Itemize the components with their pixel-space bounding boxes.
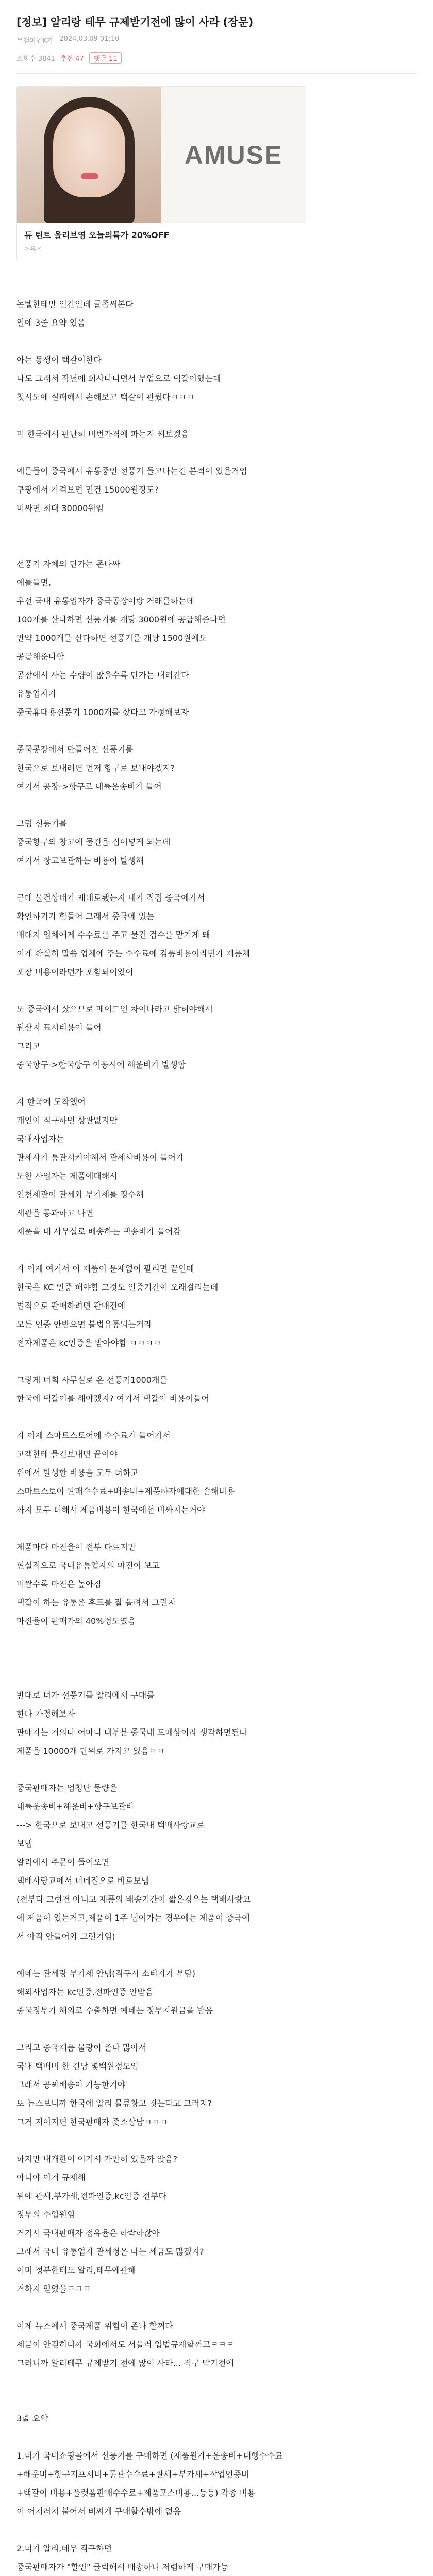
body-line: 고객한테 물건보내면 끝이야 xyxy=(16,1449,118,1459)
body-line: 위에 관세,부가세,전파인증,kc인증 전부다 xyxy=(16,2191,166,2201)
body-line: 예네는 관세랑 부가세 안냄(직구시 소비자가 부담) xyxy=(16,1968,196,1978)
body-line: 에 제품이 있는거고,제품이 1주 넘어가는 경우에는 제품이 중국에 xyxy=(16,1912,250,1923)
body-line: 거기서 국내판매자 점유율은 하락하잖아 xyxy=(16,2228,160,2238)
ad-logo-area xyxy=(161,87,306,223)
body-line xyxy=(16,1946,417,1964)
body-line: 2.너가 알리,테무 직구하면 xyxy=(16,2543,112,2553)
ad-sponsor: 어뮤즈 xyxy=(24,245,42,253)
body-line: 택갈이 하는 유통은 후트를 잘 돌려서 그런지 xyxy=(16,1597,176,1607)
body-line xyxy=(16,870,417,889)
body-line: 여기서 창고보관하는 비용이 발생해 xyxy=(16,855,144,866)
body-line xyxy=(16,2298,417,2317)
body-line: 포장 비용이라던가 포함되어있어 xyxy=(16,967,134,977)
post-date: 2024.03.09 01:10 xyxy=(59,35,120,43)
body-line xyxy=(16,1631,417,1649)
body-line xyxy=(16,332,417,351)
body-line: +해운비+항구지프서비+통관수수료+관세+부가세+작업인증비 xyxy=(16,2469,249,2479)
body-line xyxy=(16,722,417,740)
body-line: 또 중국에서 샀으므로 메이드인 차이나라고 밝혀야해서 xyxy=(16,1004,213,1014)
body-line: 한국으로 보내려면 먼저 항구로 보내야겠지? xyxy=(16,762,175,773)
ad-model-photo xyxy=(17,87,161,223)
body-line: 그래서 공짜배송이 가능한거야 xyxy=(16,2079,126,2090)
body-line: 제품을 내 사무실로 배송하는 택송비가 들어감 xyxy=(16,1226,181,1236)
body-line: 국내 택배비 한 건당 몇백원정도임 xyxy=(16,2061,139,2071)
body-line: 쿠팡에서 가격보면 먼건 15000원정도? xyxy=(16,484,159,495)
body-line: 여기서 공장->항구로 내륙운송비가 들어 xyxy=(16,781,162,791)
ad-title: 듀 틴트 올리브영 오늘의특가 20%OFF xyxy=(24,230,170,241)
author-name[interactable]: 무챔피언K가 xyxy=(16,37,54,45)
post-body xyxy=(0,277,433,2576)
body-line: 위에서 발생한 비용을 모두 더하고 xyxy=(16,1467,139,1478)
body-line: 서 아직 안들어와 그런거임) xyxy=(16,1931,115,1941)
body-line: 예를들면, xyxy=(16,577,51,587)
post-meta xyxy=(16,35,417,45)
like-count: 추천 47 xyxy=(60,55,84,63)
header-divider xyxy=(16,73,417,74)
body-line: 인천세관이 관세와 부가세를 징수해 xyxy=(16,1189,144,1199)
body-line: 공장에서 사는 수량이 많을수록 단가는 내려간다 xyxy=(16,670,189,680)
body-line: 논텔한테만 인간인데 글좀써본다 xyxy=(16,299,134,309)
ad-text xyxy=(17,223,306,260)
body-line: 이제 뉴스에서 중국제품 위험이 존나 할꺼다 xyxy=(16,2320,173,2331)
body-line xyxy=(16,1074,417,1093)
body-line xyxy=(16,1408,417,1427)
body-line: 그리고 중국제품 물량이 존나 많아서 xyxy=(16,2042,147,2053)
comment-count-badge[interactable]: 댓글 11 xyxy=(89,52,122,64)
body-line: 미 한국에서 판난히 비번가격에 파는지 써보겠음 xyxy=(16,429,189,439)
body-line: 근데 물건상태가 제대로됐는지 내가 직접 중국에가서 xyxy=(16,892,205,903)
body-line: 이미 정부한테도 알리,테무에관해 xyxy=(16,2265,136,2275)
body-line: 중국판매자는 엄청난 물량을 xyxy=(16,1783,118,1793)
body-line: 확인하기가 힘들어 그래서 중국에 있는 xyxy=(16,911,155,921)
body-line xyxy=(16,406,417,425)
ad-brand-logo: AMUSE xyxy=(184,140,283,170)
body-line: 우선 국내 유통업자가 중국공장이랑 거래를하는데 xyxy=(16,596,194,606)
body-line xyxy=(16,2020,417,2039)
post-stats xyxy=(16,52,417,64)
body-line xyxy=(16,1352,417,1371)
body-line: 그러니까 알리테무 규제받기 전에 많이 사라... 직구 막기전에 xyxy=(16,2358,234,2368)
body-line: 중국휴대용선풍기 1000개를 샀다고 가정해보자 xyxy=(16,707,189,717)
body-line xyxy=(16,444,417,462)
body-line: 유통업자가 xyxy=(16,688,57,699)
body-line: 그렇게 너희 사무실로 온 선풍기1000개를 xyxy=(16,1375,168,1385)
body-line: 배대지 업체에게 수수료를 주고 물건 검수를 맡기게 돼 xyxy=(16,929,210,940)
body-line: 세관을 통과하고 나면 xyxy=(16,1208,94,1218)
body-line: 3줄 요약 xyxy=(16,2413,48,2424)
view-count: 조회수 3841 xyxy=(16,55,55,63)
body-line: 또 뉴스보니까 한국에 알리 물류창고 짓는다고 그러지? xyxy=(16,2098,212,2108)
body-line: 반대로 너가 선풍기를 알리에서 구매를 xyxy=(16,1690,155,1700)
body-line: 마진율이 판매가의 40%정도였음 xyxy=(16,1616,136,1626)
body-line: 나도 그래서 작년에 회사다니면서 부업으로 택갈이했는데 xyxy=(16,373,221,383)
body-line: 까지 모두 더해서 제품비용이 한국에선 비싸지는거야 xyxy=(16,1504,205,1515)
body-line: 판매자는 거의다 어마니 대부분 중국내 도매상이라 생각하면된다 xyxy=(16,1727,247,1737)
body-line: 1.너가 국내쇼핑몰에서 선풍기를 구매하면 (제품원가+운송비+대행수수료 xyxy=(16,2450,283,2461)
body-line xyxy=(16,796,417,815)
body-line: 아는 동생이 택갈이한다 xyxy=(16,354,102,365)
body-line: 첫시도에 실패해서 손해보고 택갈이 관뒀다ㅋㅋㅋ xyxy=(16,392,194,402)
body-line: 예를들어 중국에서 유통중인 선풍기 들고나는건 본적이 있을거임 xyxy=(16,466,247,476)
body-line: 자 이제 여기서 이 제품이 문제없이 팔리면 끝인데 xyxy=(16,1263,194,1274)
body-line xyxy=(16,2391,417,2410)
body-line xyxy=(16,277,417,295)
body-line: 한국에 택갈이를 해야겠지? 여기서 택갈이 비용이들어 xyxy=(16,1393,209,1403)
body-line: 이게 확실히 말씀 업체에 주는 수수료에 검품비용이라던가 제품체 xyxy=(16,948,250,958)
body-line: 원산지 표시비용이 들어 xyxy=(16,1022,102,1032)
body-line xyxy=(16,1519,417,1538)
body-line: 자 이제 스마트스토어에 수수료가 들어가서 xyxy=(16,1430,171,1440)
body-line: 중국판매자가 "할인" 클릭해서 배송하니 저렴하게 구매가능 xyxy=(16,2562,229,2572)
post-header xyxy=(0,0,433,73)
body-line xyxy=(16,1668,417,1686)
body-line xyxy=(16,518,417,536)
body-line: 이 어지러지 붙어서 비싸게 구매할수밖에 없음 xyxy=(16,2506,181,2516)
body-line: 알리에서 주문이 들어오면 xyxy=(16,1857,110,1867)
body-line: (전부다 그런건 아니고 제품의 배송기간이 짧은경우는 택배사랑교 xyxy=(16,1894,251,1904)
body-line: 그리고 xyxy=(16,1041,41,1051)
body-line: 비싸면 최대 30000원임 xyxy=(16,503,104,513)
body-line: 제품마다 마진율이 전부 다르지만 xyxy=(16,1541,136,1552)
body-line: ---> 한국으로 보내고 선풍기를 한국내 택배사랑교로 xyxy=(16,1820,205,1830)
body-line: 거하지 얻었을ㅋㅋㅋ xyxy=(16,2283,91,2294)
body-line: 자 한국에 도착했어 xyxy=(16,1096,86,1107)
body-line: 해외사업자는 kc인증,전파인증 안받음 xyxy=(16,1987,154,1997)
body-line: 그거 지어지면 한국판매자 좆소상남ㅋㅋㅋ xyxy=(16,2116,168,2127)
body-line: 또한 사업자는 제품에대해서 xyxy=(16,1171,118,1181)
body-line xyxy=(16,981,417,1000)
body-line xyxy=(16,1241,417,1260)
body-line: 개인이 직구하면 상관없지만 xyxy=(16,1115,118,1125)
body-line xyxy=(16,1760,417,1779)
body-line: 아니야 이거 규제해 xyxy=(16,2172,86,2182)
body-line: 중국항구의 창고에 물건을 집어넣게 되는데 xyxy=(16,837,171,847)
body-line: 공급해준다함 xyxy=(16,651,64,662)
body-line: 한다 가정해보자 xyxy=(16,1708,75,1719)
body-line: 비쌀수록 마진은 높아짐 xyxy=(16,1579,102,1589)
body-line: 하지만 내개한이 여기서 가만히 있을까 앉음? xyxy=(16,2154,178,2164)
body-line: 택배사랑교에서 너네집으로 바로보냄 xyxy=(16,1875,149,1886)
body-line xyxy=(16,2521,417,2539)
body-line: 전자제품은 kc인증을 받아야함 ㅋㅋㅋㅋ xyxy=(16,1337,161,1348)
body-line: 한국은 KC 인증 해야함 그것도 인증기간이 오래걸리는데 xyxy=(16,1282,219,1292)
body-line xyxy=(16,1649,417,1668)
body-line: 세금이 안걷히니까 국회에서도 서둘러 입법규제할꺼고ㅋㅋㅋ xyxy=(16,2339,235,2349)
body-line xyxy=(16,2428,417,2447)
body-line: 관세사가 통관시켜야해서 관세사비용이 들어가 xyxy=(16,1152,184,1162)
body-line: 만약 1000개를 산다하면 선풍기를 개당 1500원에도 xyxy=(16,633,207,643)
body-line xyxy=(16,536,417,555)
body-line: 중국항구->한국항구 이동시에 해운비가 발생함 xyxy=(16,1059,186,1070)
ad-banner[interactable] xyxy=(16,86,306,261)
post-title: [정보] 알리랑 테무 규제받기전에 많이 사라 (장문) xyxy=(16,16,253,28)
ad-image xyxy=(17,87,306,223)
body-line: 스마트스토어 판매수수료+배송비+제품하자에대한 손해비용 xyxy=(16,1486,235,1496)
body-line: 선풍기 자체의 단가는 존나싸 xyxy=(16,558,120,569)
body-line: 국내사업자는 xyxy=(16,1133,64,1144)
body-line: 100개를 산다하면 선풍기를 개당 3000원에 공급해준다면 xyxy=(16,614,226,624)
body-line xyxy=(16,2372,417,2391)
body-line: 일에 3줄 요약 있음 xyxy=(16,317,86,328)
body-line: 제품을 10000개 단위로 가지고 있음ㅋㅋ xyxy=(16,1745,165,1756)
body-line: 현실적으로 국내유통업자의 마진이 보고 xyxy=(16,1560,160,1570)
body-line: 그래서 국내 유통업자 관세청은 나는 세금도 많겠지? xyxy=(16,2246,204,2257)
body-line: 내륙운송비+해운비+항구보관비 xyxy=(16,1801,134,1811)
body-line: +택갈이 비용+플랫폼판매수수료+제품포스비용...등등) 각종 비용 xyxy=(16,2487,256,2498)
body-line: 중국공장에서 만들어진 선풍기를 xyxy=(16,744,134,754)
body-line: 보냄 xyxy=(16,1838,32,1849)
body-line: 모든 인증 안받으면 불법유통되는거라 xyxy=(16,1319,152,1329)
body-line: 그럼 선풍기를 xyxy=(16,818,67,828)
body-line xyxy=(16,2131,417,2150)
body-line: 중국정부가 해외로 수출하면 예네는 정부지원금을 받음 xyxy=(16,2005,213,2015)
body-line: 법적으로 판매하려면 판매전에 xyxy=(16,1300,126,1311)
body-line: 정부의 수입원임 xyxy=(16,2209,75,2219)
